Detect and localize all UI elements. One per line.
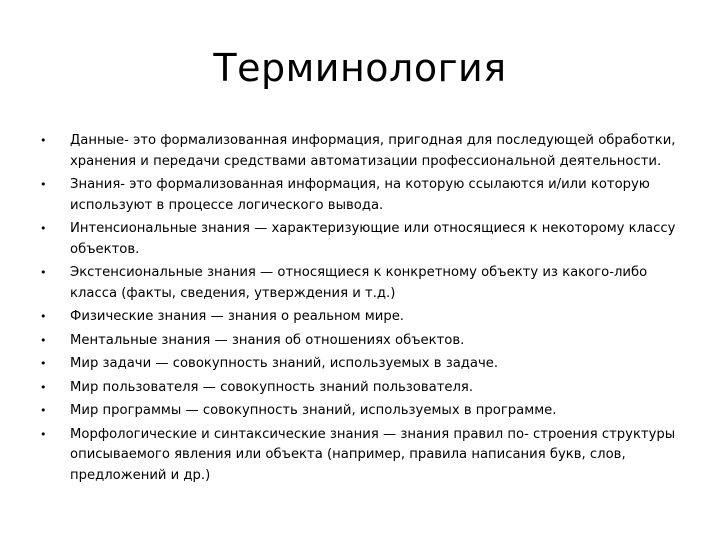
bullet-list: [40, 131, 690, 489]
list-item-text: Знания- это формализованная информация, на которую ссылаются и/или которую используют в процессе логического вывода.: [70, 177, 650, 213]
bullet-icon: •: [40, 333, 47, 347]
bullet-icon: •: [40, 134, 47, 147]
bullet-icon: •: [40, 404, 47, 417]
bullet-icon: •: [40, 222, 47, 235]
list-item: [40, 331, 690, 352]
bullet-icon: •: [40, 380, 47, 394]
list-item: [40, 425, 690, 487]
list-item-text: Экстенсиональные знания — относящиеся к конкретному объекту из какого-либо класса (факты, сведения, утверждения и т.д.): [70, 265, 648, 301]
slide-title: Терминология: [213, 46, 507, 90]
list-item: [40, 175, 690, 216]
list-item: [40, 401, 690, 422]
list-item: [40, 219, 690, 260]
list-item: [40, 131, 690, 172]
bullet-icon: •: [40, 266, 47, 279]
list-item-text: Ментальные знания — знания об отношениях объектов.: [70, 332, 465, 348]
list-item-text: Морфологические и синтаксические знания — знания правил по- строения структуры описываемого явления или объекта (например, правила написания букв, слов, предложений и др.): [70, 426, 676, 483]
list-item-text: Мир программы — совокупность знаний, используемых в программе.: [70, 403, 557, 418]
bullet-icon: •: [40, 357, 47, 370]
list-item: [40, 378, 690, 399]
list-item-text: Мир пользователя — совокупность знаний пользователя.: [70, 379, 474, 395]
list-item-text: Интенсиональные знания — характеризующие или относящиеся к некоторому классу объектов.: [70, 221, 676, 257]
bullet-icon: •: [40, 178, 47, 191]
bullet-icon: •: [40, 310, 47, 323]
list-item-text: Мир задачи — совокупность знаний, используемых в задаче.: [70, 356, 499, 371]
list-item: [40, 263, 690, 304]
list-item-text: Физические знания — знания о реальном мире.: [70, 309, 405, 324]
list-item: [40, 354, 690, 375]
list-item: [40, 307, 690, 328]
list-item-text: Данные- это формализованная информация, пригодная для последующей обработки, хранения и передачи средствами автоматизации профессиональной деятельности.: [70, 133, 676, 169]
bullet-icon: •: [40, 427, 47, 441]
